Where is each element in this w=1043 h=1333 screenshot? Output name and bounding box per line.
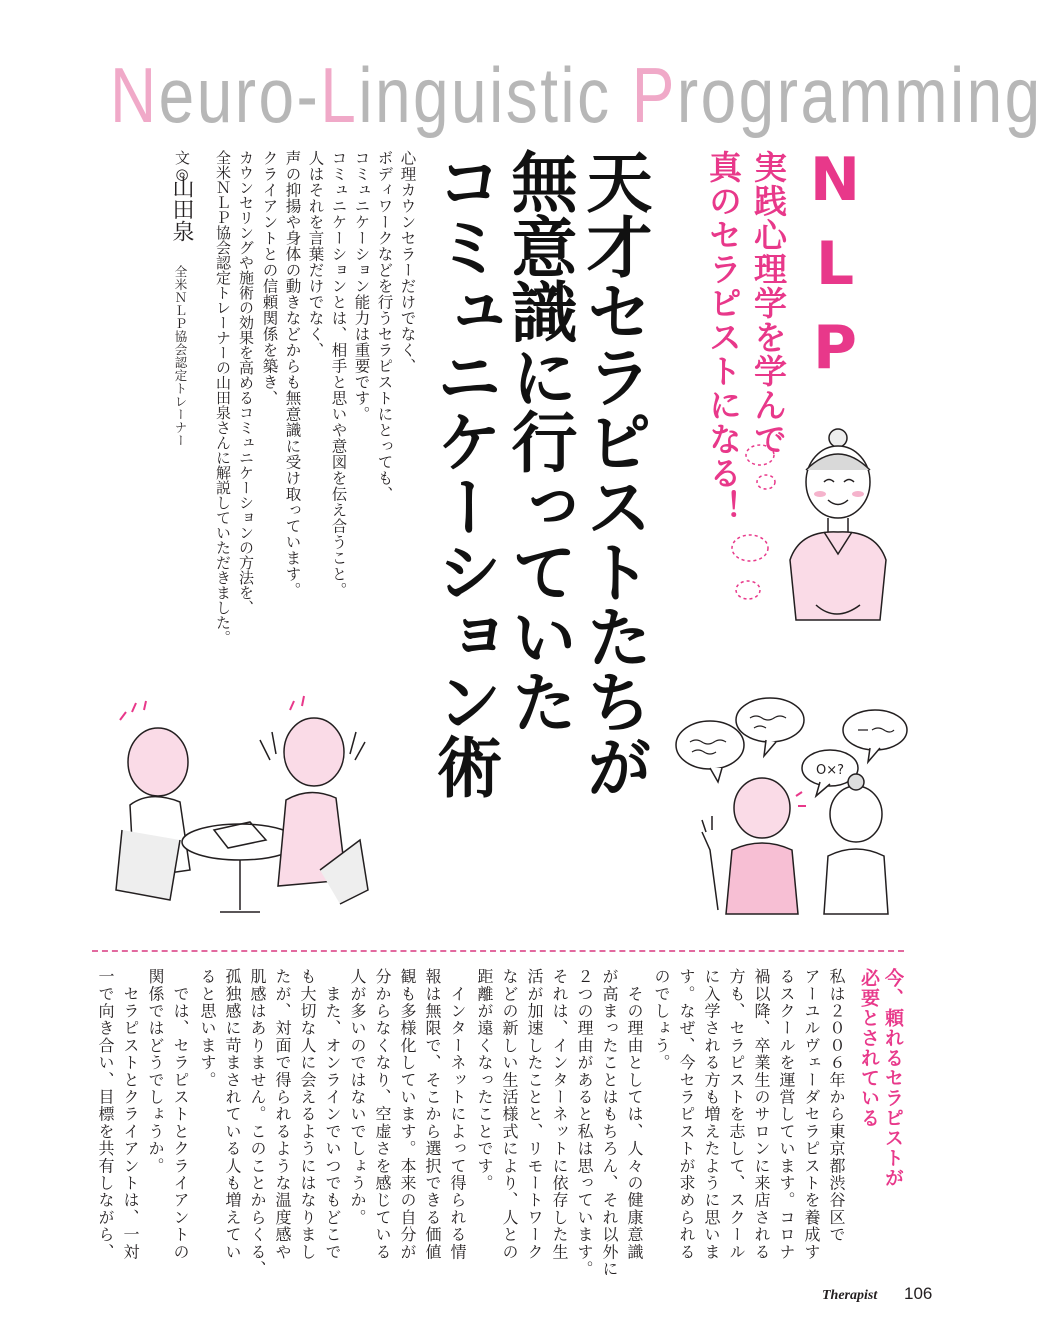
lead-line: コミュニケーションとは、相手と思いや意図を伝え合うこと。 xyxy=(329,150,348,598)
therapist-illustration xyxy=(720,420,910,650)
conversation-illustration xyxy=(110,690,380,920)
body-line: それは、インターネットに依存した生 xyxy=(550,968,569,1261)
body-line: たが、対面で得られるような温度感や xyxy=(273,968,292,1261)
body-line: 私は２００６年から東京都渋谷区で xyxy=(827,968,846,1244)
lead-line: 声の抑揚や身体の動きなどからも無意識に受け取っています。 xyxy=(283,150,302,598)
lead-line: コミュニケーション能力は重要です。 xyxy=(352,150,371,422)
title-line-1: 天才セラピストたちが xyxy=(575,148,652,798)
body-line: 関係ではどうでしょうか。 xyxy=(146,968,165,1175)
body-line: インターネットによって得られる情 xyxy=(448,968,467,1261)
body-line: その理由としては、人々の健康意識 xyxy=(625,968,644,1261)
section-divider xyxy=(92,950,904,952)
body-line: 一で向き合い、目標を共有しながら、 xyxy=(96,968,115,1261)
header-text: inguistic xyxy=(358,51,632,139)
subtitle-line-2: 真のセラピストになる！ xyxy=(704,150,743,524)
body-line: ２つの理由があると私は思っています。 xyxy=(575,968,594,1278)
author-name: 山田泉 xyxy=(169,176,194,242)
magazine-name: Therapist xyxy=(822,1288,878,1303)
header-accent-letter: N xyxy=(110,51,159,139)
subtitle-line-1: 実践心理学を学んで xyxy=(749,150,788,456)
body-line: 方も、セラピストを志して、スクール xyxy=(727,968,746,1261)
header-accent-letter: P xyxy=(631,51,677,139)
section-heading-line-2: 必要とされている xyxy=(858,968,880,1128)
body-line: 禍以降、卒業生のサロンに来店される xyxy=(752,968,771,1261)
speech-illustration xyxy=(670,690,915,915)
body-line: 活が加速したことと、リモートワーク xyxy=(525,968,544,1261)
body-line: などの新しい生活様式により、人との xyxy=(500,968,519,1261)
body-line: す。なぜ、今セラピストが求められる xyxy=(677,968,696,1261)
body-line: 距離が遠くなったことです。 xyxy=(475,968,494,1192)
body-line: 孤独感に苛まされている人も増えてい xyxy=(223,968,242,1261)
page-number: 106 xyxy=(904,1284,933,1303)
author-label: 文◎ xyxy=(173,150,191,183)
lead-line: 人はそれを言葉だけでなく、 xyxy=(306,150,325,358)
body-line: るスクールを運営しています。コロナ xyxy=(777,968,796,1261)
body-line: 人が多いのではないでしょうか。 xyxy=(348,968,367,1226)
header-text: rogramming xyxy=(676,51,1043,139)
body-line: に入学される方も増えたように思いま xyxy=(702,968,721,1261)
title-line-3: コミュニケーション術 xyxy=(425,148,502,798)
author-role: 全米ＮＬＰ協会認定トレーナー xyxy=(173,265,188,447)
body-line: セラピストとクライアントは、一対 xyxy=(121,968,140,1261)
section-heading-line-1: 今、頼れるセラピストが xyxy=(882,968,904,1188)
lead-line: 全米ＮＬＰ協会認定トレーナーの山田泉さんに解説していただきました。 xyxy=(214,150,232,645)
body-line: が高まったことはもちろん、それ以外に xyxy=(600,968,619,1278)
body-line: アーユルヴェーダセラピストを養成す xyxy=(802,968,821,1261)
header-accent-letter: L xyxy=(320,51,359,139)
body-line: も大切な人に会えるようにはなりまし xyxy=(298,968,317,1261)
body-line: ると思います。 xyxy=(198,968,217,1089)
body-line: 分からなくなり、空虚さを感じている xyxy=(373,968,392,1261)
body-line: 報は無限で、そこから選択できる価値 xyxy=(423,968,442,1261)
body-line: また、オンラインでいつでもどこで xyxy=(323,968,342,1261)
lead-line: クライアントとの信頼関係を築き、 xyxy=(260,150,279,406)
lead-line: ボディワークなどを行うセラピストにとっても、 xyxy=(375,150,394,502)
speech-bubble-symbols: O×? xyxy=(816,763,845,778)
header-title xyxy=(110,50,1043,150)
nlp-label: NLP xyxy=(800,145,870,397)
body-line: 肌感はありません。このことからくる、 xyxy=(248,968,267,1278)
title-line-2: 無意識に行っていた xyxy=(500,148,577,733)
header-text: euro- xyxy=(158,51,321,139)
lead-line: 心理カウンセラーだけでなく、 xyxy=(398,150,417,374)
body-line: では、セラピストとクライアントの xyxy=(171,968,190,1261)
body-line: 観も多様化しています。本来の自分が xyxy=(398,968,417,1261)
lead-line: カウンセリングや施術の効果を高めるコミュニケーションの方法を、 xyxy=(237,150,255,615)
body-line: のでしょう。 xyxy=(652,968,671,1072)
